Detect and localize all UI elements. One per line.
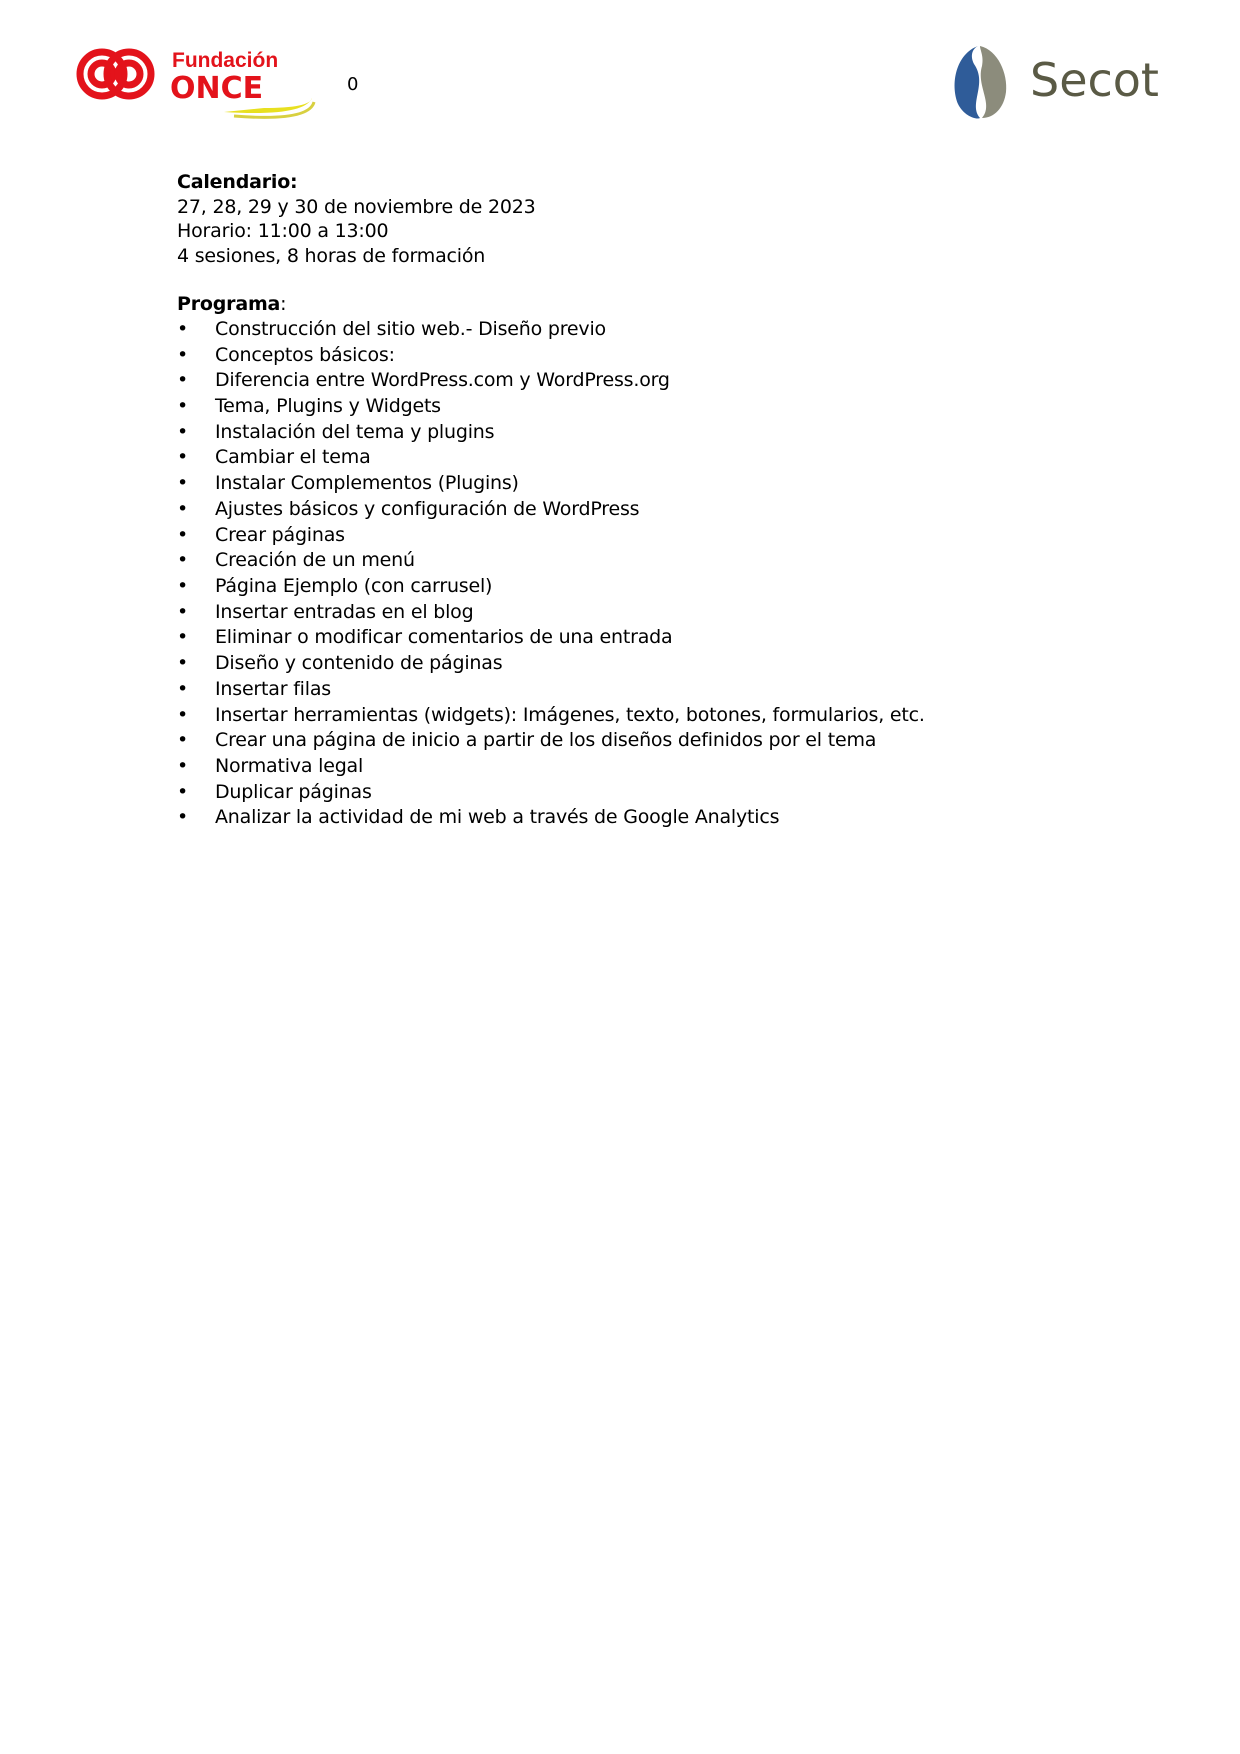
bullet-icon: • [177,703,189,726]
program-list-item [177,445,925,471]
program-item-text: Insertar entradas en el blog [215,600,474,623]
program-item-text: Conceptos básicos: [215,343,395,366]
program-list-item [177,420,925,446]
bullet-icon: • [177,395,189,418]
program-list-item [177,548,925,574]
bullet-icon: • [177,729,189,752]
program-heading-colon: : [280,293,287,316]
bullet-icon: • [177,600,189,623]
page-marker: 0 [347,74,359,95]
program-heading [177,292,925,317]
program-list-item [177,780,925,806]
program-item-text: Diferencia entre WordPress.com y WordPress.org [215,369,670,392]
bullet-icon: • [177,446,189,469]
program-list-item [177,625,925,651]
secot-logo [948,44,1168,120]
bullet-icon: • [177,523,189,546]
program-list-item [177,600,925,626]
program-item-text: Duplicar páginas [215,780,372,803]
document-body [177,170,925,831]
program-item-text: Creación de un menú [215,549,415,572]
program-list-item [177,728,925,754]
program-list-item [177,394,925,420]
program-list-item [177,343,925,369]
bullet-icon: • [177,806,189,829]
program-list-item [177,754,925,780]
program-item-text: Página Ejemplo (con carrusel) [215,575,493,597]
bullet-icon: • [177,677,189,700]
program-item-text: Instalar Complementos (Plugins) [215,472,519,495]
program-item-text: Analizar la actividad de mi web a través de Google Analytics [215,806,780,829]
program-list-item [177,471,925,497]
calendar-dates: 27, 28, 29 y 30 de noviembre de 2023 [177,195,536,218]
svg-text:ONCE: ONCE [170,71,264,106]
calendar-schedule: Horario: 11:00 a 13:00 [177,220,389,243]
program-list-item [177,368,925,394]
calendar-sessions: 4 sesiones, 8 horas de formación [177,244,486,267]
bullet-icon: • [177,652,189,675]
fundacion-once-logo [74,42,324,120]
program-item-text: Insertar filas [215,677,331,700]
program-list-item [177,651,925,677]
program-item-text: Ajustes básicos y configuración de WordPress [215,497,640,520]
bullet-icon: • [177,780,189,803]
program-list-item [177,703,925,729]
program-item-text: Construcción del sitio web.- Diseño previo [215,317,606,340]
bullet-icon: • [177,343,189,366]
program-item-text: Tema, Plugins y Widgets [215,395,441,418]
bullet-icon: • [177,549,189,572]
program-list-item [177,805,925,831]
program-list-item [177,317,925,343]
bullet-icon: • [177,369,189,392]
program-list [177,317,925,831]
bullet-icon: • [177,420,189,443]
program-item-text: Eliminar o modificar comentarios de una entrada [215,626,673,649]
program-item-text: Cambiar el tema [215,446,371,469]
program-list-item [177,523,925,549]
program-heading-text: Programa [177,293,281,316]
bullet-icon: • [177,575,189,597]
program-item-text: Insertar herramientas (widgets): Imágenes, texto, botones, formularios, etc. [215,703,925,726]
program-list-item [177,574,925,600]
calendar-heading: Calendario: [177,171,298,193]
program-item-text: Crear páginas [215,523,345,546]
svg-text:Fundación: Fundación [172,49,279,72]
bullet-icon: • [177,754,189,777]
program-list-item [177,677,925,703]
program-item-text: Normativa legal [215,754,364,777]
program-list-item [177,497,925,523]
svg-text:Secot: Secot [1030,53,1159,107]
bullet-icon: • [177,497,189,520]
bullet-icon: • [177,317,189,340]
bullet-icon: • [177,472,189,495]
program-item-text: Diseño y contenido de páginas [215,652,503,675]
program-item-text: Crear una página de inicio a partir de los diseños definidos por el tema [215,729,877,752]
bullet-icon: • [177,626,189,649]
program-item-text: Instalación del tema y plugins [215,420,495,443]
